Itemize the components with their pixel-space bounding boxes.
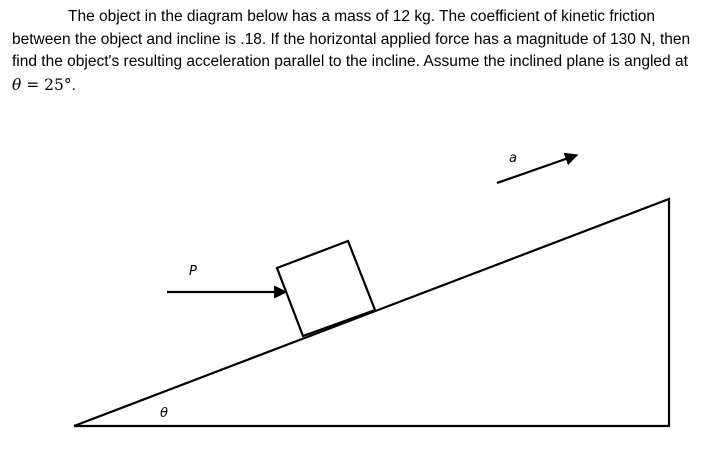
block	[277, 241, 375, 336]
inclined-plane	[74, 199, 669, 426]
problem-line-2: between the object and incline is .18. If the horizontal applied force has a magnitude of 130 N, then	[12, 30, 691, 48]
problem-line-4-end: .	[71, 76, 76, 94]
force-label: P	[189, 264, 197, 279]
angle-label: θ	[160, 406, 168, 421]
problem-line-1: The object in the diagram below has a mass of 12 kg. The coefficient of kinetic friction	[68, 8, 656, 25]
problem-line-3: find the object's resulting acceleration parallel to the incline. Assume the inclined plane is angled at	[12, 53, 688, 70]
acceleration-label: a	[509, 151, 517, 166]
theta-value: = 25°	[21, 75, 72, 94]
theta-symbol: θ	[12, 75, 22, 94]
